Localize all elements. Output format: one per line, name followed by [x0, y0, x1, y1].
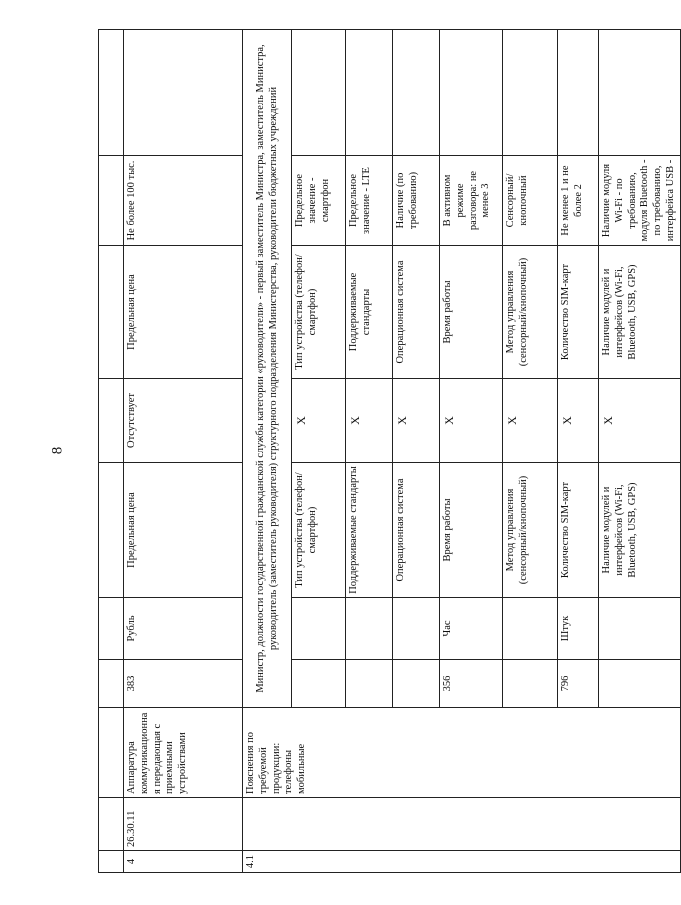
- characteristic: Тип устройства (телефон/смартфон): [292, 463, 346, 598]
- cell: [124, 30, 243, 156]
- characteristic-2: Количество SIM-карт: [558, 246, 599, 379]
- okei-code: [346, 660, 393, 708]
- value: В активном режиме разговора: не менее 3: [440, 156, 503, 246]
- document-sheet: [98, 30, 676, 873]
- page-number: 8: [49, 446, 66, 455]
- okpd-code: [243, 798, 681, 851]
- okei-code: 383: [124, 660, 243, 708]
- characteristic: Метод управления (сенсорный/кнопочный): [503, 463, 558, 598]
- cell: [99, 598, 124, 660]
- okei-code: [599, 660, 681, 708]
- characteristic-2: Наличие модулей и интерфейсов (Wi-Fi, Bluetooth, USB, GPS): [599, 246, 681, 379]
- characteristic: Время работы: [440, 463, 503, 598]
- cell: [99, 708, 124, 798]
- value: Предельное значение - смартфон: [292, 156, 346, 246]
- unit-name: Час: [440, 598, 503, 660]
- cell: [558, 30, 599, 156]
- value: Сенсорный/кнопочный: [503, 156, 558, 246]
- norm-value: X: [393, 379, 440, 463]
- okei-code: 796: [558, 660, 599, 708]
- value: Не менее 1 и не более 2: [558, 156, 599, 246]
- unit-name: [346, 598, 393, 660]
- characteristic: Поддерживаемые стандарты: [346, 463, 393, 598]
- characteristic: Операционная система: [393, 463, 440, 598]
- norm-value: X: [292, 379, 346, 463]
- table-row: [124, 30, 243, 873]
- characteristic: Наличие модулей и интерфейсов (Wi-Fi, Bluetooth, USB, GPS): [599, 463, 681, 598]
- category-banner: Министр, должности государственной гражданской службы категории «руководители» - первый заместитель Министра, заместитель Министра, руководитель (заместитель руководителя) структурного подразделения Министерства, руководители бюджетных учреждений: [243, 30, 292, 708]
- value: Не более 100 тыс.: [124, 156, 243, 246]
- characteristic: Предельная цена: [124, 463, 243, 598]
- unit-name: [292, 598, 346, 660]
- value: Наличие (по требованию): [393, 156, 440, 246]
- row-number: 4: [124, 851, 243, 873]
- cell: [99, 463, 124, 598]
- norm-value: X: [346, 379, 393, 463]
- okei-code: [292, 660, 346, 708]
- cell: [393, 30, 440, 156]
- okpd-code: 26.30.11: [124, 798, 243, 851]
- characteristic-2: Операционная система: [393, 246, 440, 379]
- cell: [99, 660, 124, 708]
- unit-name: [503, 598, 558, 660]
- cell: [99, 798, 124, 851]
- norm-value: X: [558, 379, 599, 463]
- cell: [599, 30, 681, 156]
- characteristic-2: Тип устройства (телефон/смартфон): [292, 246, 346, 379]
- cell: [99, 246, 124, 379]
- okei-code: [503, 660, 558, 708]
- rotated-table-wrapper: [98, 30, 676, 873]
- norm-value: X: [599, 379, 681, 463]
- item-name: Аппаратура коммуникационная передающая с приемными устройствами: [124, 708, 243, 798]
- value: Предельное значение - LTE: [346, 156, 393, 246]
- characteristic: Количество SIM-карт: [558, 463, 599, 598]
- table-row: [243, 30, 292, 873]
- unit-name: Штук: [558, 598, 599, 660]
- norm-value: X: [440, 379, 503, 463]
- characteristic-2: Поддерживаемые стандарты: [346, 246, 393, 379]
- cell: [99, 156, 124, 246]
- row-number: 4.1: [243, 851, 681, 873]
- okei-code: [393, 660, 440, 708]
- unit-name: Рубль: [124, 598, 243, 660]
- unit-name: [393, 598, 440, 660]
- cell: [99, 851, 124, 873]
- cell: [346, 30, 393, 156]
- cell: [99, 379, 124, 463]
- characteristic-2: Время работы: [440, 246, 503, 379]
- cell: [440, 30, 503, 156]
- value: Наличие модуля Wi-Fi - по требованию, модуля Bluetooth - по требованию, интерфейса USB -: [599, 156, 681, 246]
- cell: [503, 30, 558, 156]
- item-name: Пояснения по требуемой продукции: телефоны мобильные: [243, 708, 681, 798]
- norm-value: X: [503, 379, 558, 463]
- characteristic-2: Предельная цена: [124, 246, 243, 379]
- norm-value: Отсутствует: [124, 379, 243, 463]
- okei-code: 356: [440, 660, 503, 708]
- unit-name: [599, 598, 681, 660]
- cell: [292, 30, 346, 156]
- cell: [99, 30, 124, 156]
- characteristics-table: [98, 29, 681, 873]
- characteristic-2: Метод управления (сенсорный/кнопочный): [503, 246, 558, 379]
- table-top-row: [99, 30, 124, 873]
